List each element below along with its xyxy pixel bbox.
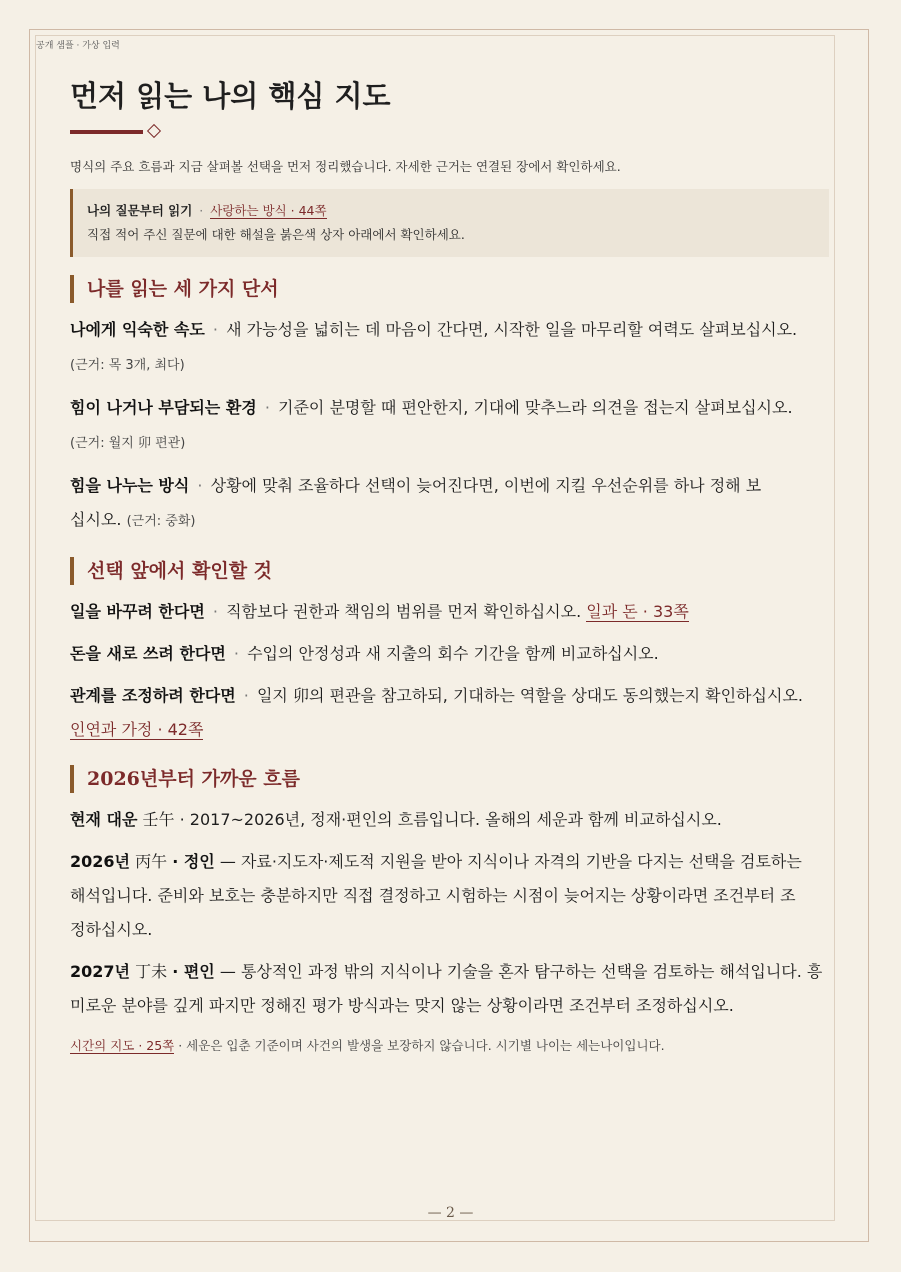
- clue-item: 힘을 나누는 방식 · 상황에 맞춰 조율하다 선택이 늦어진다면, 이번에 지킬 우선순위를 하나 정해 보십시오. (근거: 중화): [70, 476, 762, 529]
- current-daewoon: 현재 대운 壬午 · 2017~2026년, 정재·편인의 흐름입니다. 올해의 세운과 함께 비교하십시오.: [70, 810, 722, 829]
- section-heading-flow: 2026년부터 가까운 흐름: [70, 765, 830, 793]
- evidence-note: (근거: 중화): [126, 514, 196, 529]
- callout-heading: 나의 질문부터 읽기: [87, 203, 193, 218]
- evidence-note: (근거: 월지 卯 편관): [70, 436, 186, 451]
- chapter-link-time-map[interactable]: 시간의 지도 · 25쪽: [70, 1038, 175, 1053]
- header-tag: 공개 샘플 · 가상 입력: [36, 41, 120, 51]
- page-content: [70, 70, 830, 1055]
- clue-item: 힘이 나거나 부담되는 환경 · 기준이 분명할 때 편안한지, 기대에 맞추느라 의견을 접는지 살펴보십시오. (근거: 월지 卯 편관): [70, 398, 793, 451]
- choice-item: 돈을 새로 쓰려 한다면 · 수입의 안정성과 새 지출의 회수 기간을 함께 비교하십시오.: [70, 644, 659, 663]
- chapter-link-work-money[interactable]: 일과 돈 · 33쪽: [586, 602, 689, 621]
- section-heading-choices: 선택 앞에서 확인할 것: [70, 557, 830, 585]
- choice-item: 관계를 조정하려 한다면 · 일지 卯의 편관을 참고하되, 기대하는 역할을 상대도 동의했는지 확인하십시오. 인연과 가정 · 42쪽: [70, 686, 803, 739]
- diamond-icon: [147, 124, 161, 138]
- callout-sep: ·: [199, 203, 204, 218]
- section-heading-clues: 나를 읽는 세 가지 단서: [70, 275, 830, 303]
- year-item: 2026년 丙午 · 정인 — 자료·지도자·제도적 지원을 받아 지식이나 자격의 기반을 다지는 선택을 검토하는 해석입니다. 준비와 보호는 충분하지만 직접 결정하고 시험하는 시점이 늦어지는 상황이라면 조건부터 조정하십시오.: [70, 852, 802, 939]
- intro-text: 명식의 주요 흐름과 지금 살펴볼 선택을 먼저 정리했습니다. 자세한 근거는 연결된 장에서 확인하세요.: [70, 159, 621, 174]
- question-callout: [70, 189, 829, 257]
- callout-link[interactable]: 사랑하는 방식 · 44쪽: [210, 203, 327, 218]
- footnote: 시간의 지도 · 25쪽 · 세운은 입춘 기준이며 사건의 발생을 보장하지 않습니다. 시기별 나이는 세는나이입니다.: [70, 1038, 665, 1053]
- title-rule-bar: [70, 130, 143, 134]
- page-number: — 2 —: [427, 1205, 474, 1221]
- page-title: 먼저 읽는 나의 핵심 지도: [70, 79, 391, 113]
- year-item: 2027년 丁未 · 편인 — 통상적인 과정 밖의 지식이나 기술을 혼자 탐구하는 선택을 검토하는 해석입니다. 흥미로운 분야를 깊게 파지만 정해진 평가 방식과는 맞지 않는 상황이라면 조건부터 조정하십시오.: [70, 962, 823, 1015]
- chapter-link-relations[interactable]: 인연과 가정 · 42쪽: [70, 720, 204, 739]
- choice-item: 일을 바꾸려 한다면 · 직함보다 권한과 책임의 범위를 먼저 확인하십시오. 일과 돈 · 33쪽: [70, 602, 689, 621]
- title-rule: [70, 124, 830, 140]
- callout-body: 직접 적어 주신 질문에 대한 해설을 붉은색 상자 아래에서 확인하세요.: [87, 227, 465, 242]
- clue-item: 나에게 익숙한 속도 · 새 가능성을 넓히는 데 마음이 간다면, 시작한 일을 마무리할 여력도 살펴보십시오. (근거: 목 3개, 최다): [70, 320, 798, 373]
- evidence-note: (근거: 목 3개, 최다): [70, 358, 185, 373]
